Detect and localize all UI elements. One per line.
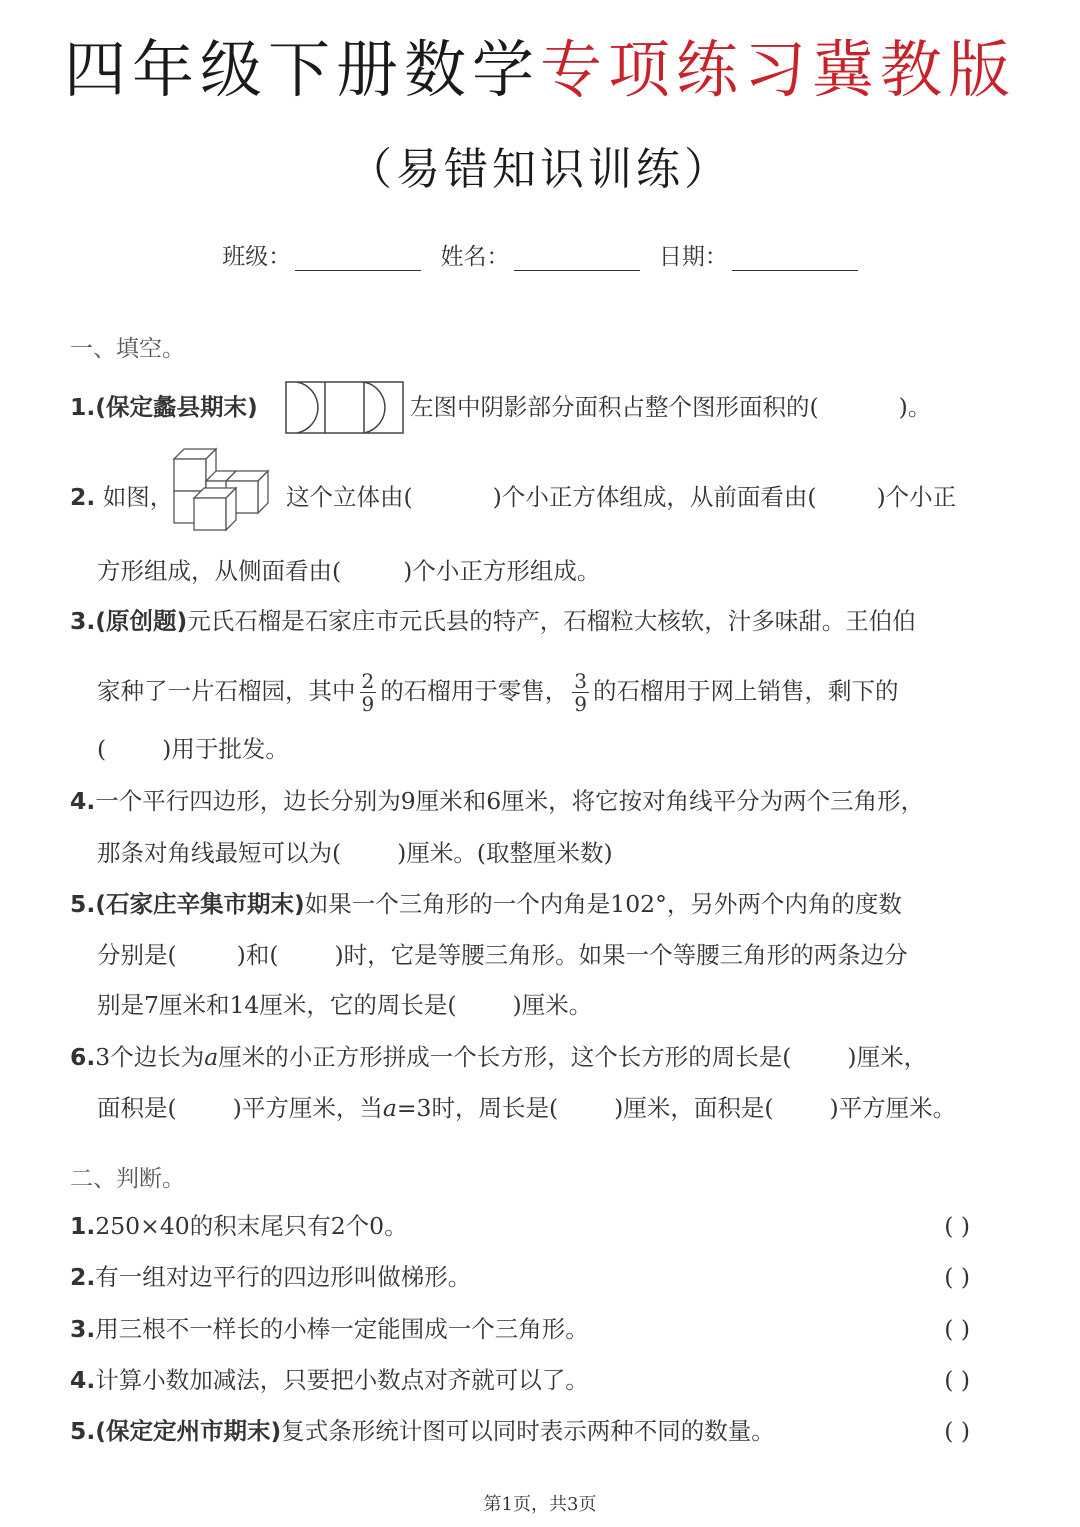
title-black: 四年级下册数学 (63, 33, 540, 106)
q3-line2 (97, 670, 898, 715)
question-3 (70, 606, 980, 636)
q6-var-a: a (204, 1043, 219, 1071)
class-field[interactable] (222, 238, 421, 271)
page-footer: 第1页，共3页 (483, 1494, 597, 1515)
q6-line2-d: )厘米，面积是( (614, 1094, 774, 1122)
q6-line1-c: )厘米， (847, 1043, 928, 1071)
date-blank[interactable] (732, 244, 858, 271)
q6-line1-b: 厘米的小正方形拼成一个长方形，这个长方形的周长是( (218, 1043, 792, 1071)
q2-line1-a: 这个立体由( (286, 483, 413, 511)
judge-5-text: 复式条形统计图可以同时表示两种不同的数量。 (281, 1417, 775, 1445)
q6-line2 (97, 1093, 956, 1123)
name-label: 姓名： (440, 244, 510, 270)
name-blank[interactable] (514, 244, 640, 271)
q2-line2 (97, 556, 600, 586)
q4-number: 4. (70, 787, 96, 815)
q5-line2 (97, 940, 908, 970)
title-red: 专项练习冀教版 (540, 33, 1017, 106)
page-subtitle: （易错知识训练） (348, 144, 732, 195)
q4-line1: 一个平行四边形，边长分别为9厘米和6厘米，将它按对角线平分为两个三角形， (95, 787, 925, 815)
q5-line1: 如果一个三角形的一个内角是102°，另外两个内角的度数 (304, 890, 902, 918)
judge-5-number: 5. (70, 1417, 96, 1445)
q2-line1 (286, 482, 1006, 512)
q6-line2-a: 面积是( (97, 1094, 177, 1122)
judge-item-4 (70, 1365, 970, 1395)
q6-line2-b: )平方厘米，当 (232, 1094, 383, 1122)
q2-lead: 如图， (102, 483, 174, 511)
q2-line2-a: 方形组成，从侧面看由( (97, 557, 342, 585)
judge-2-number: 2. (70, 1263, 96, 1291)
q6-line2-e: )平方厘米。 (829, 1094, 957, 1122)
q3-line2-c: 的石榴用于网上销售，剩下的 (592, 677, 899, 705)
judge-3-answer[interactable]: ( ) (944, 1315, 970, 1343)
q4-line2-a: 那条对角线最短可以为( (97, 839, 342, 867)
date-label: 日期： (658, 244, 728, 270)
judge-3-number: 3. (70, 1315, 96, 1343)
question-5 (70, 889, 980, 919)
cube-solid-figure (170, 446, 280, 532)
judge-2-text: 有一组对边平行的四边形叫做梯形。 (95, 1263, 472, 1291)
judge-item-5 (70, 1416, 970, 1446)
q3-line3 (97, 734, 289, 764)
fraction-2-9 (360, 670, 377, 715)
judge-1-number: 1. (70, 1212, 96, 1240)
q5-line3-a: 别是7厘米和14厘米，它的周长是( (97, 991, 457, 1019)
q1-text (410, 392, 1010, 422)
judge-4-text: 计算小数加减法，只要把小数点对齐就可以了。 (95, 1366, 589, 1394)
fraction-denominator: 9 (361, 692, 375, 716)
q4-line2-b: )厘米。(取整厘米数) (397, 839, 613, 867)
q5-line2-a: 分别是( (97, 941, 177, 969)
q3-line1: 元氏石榴是石家庄市元氏县的特产，石榴粒大核软，汁多味甜。王伯伯 (187, 607, 916, 635)
q3-line3-a: ( (97, 735, 107, 763)
q1-source: (保定蠡县期末) (95, 393, 258, 421)
fraction-denominator: 9 (574, 692, 587, 716)
q5-number: 5. (70, 890, 96, 918)
judge-1-answer[interactable]: ( ) (944, 1212, 970, 1240)
section2-heading: 二、判断。 (70, 1166, 185, 1192)
judge-item-1 (70, 1211, 970, 1241)
q6-line2-c: =3时，周长是( (396, 1094, 559, 1122)
q6-line1-a: 3个边长为 (95, 1043, 205, 1071)
fraction-3-9 (572, 670, 589, 715)
q2-number: 2. (70, 483, 96, 511)
page-title (0, 30, 1080, 110)
shaded-rectangle-figure (285, 381, 405, 435)
q3-source: (原创题) (95, 607, 188, 635)
judge-item-3 (70, 1314, 970, 1344)
class-label: 班级： (222, 244, 292, 270)
section1-heading: 一、填空。 (70, 336, 185, 362)
fraction-numerator: 3 (574, 669, 587, 693)
judge-4-number: 4. (70, 1366, 96, 1394)
question-4 (70, 786, 980, 816)
q2-line1-c: )个小正 (876, 483, 957, 511)
question-6 (70, 1042, 980, 1072)
q2-line2-b: )个小正方形组成。 (403, 557, 601, 585)
q1-text-a: 左图中阴影部分面积占整个图形面积的( (410, 393, 819, 421)
q2-line1-b: )个小正方体组成，从前面看由( (492, 483, 817, 511)
q3-number: 3. (70, 607, 96, 635)
class-blank[interactable] (295, 244, 421, 271)
judge-3-text: 用三根不一样长的小棒一定能围成一个三角形。 (95, 1315, 589, 1343)
q1-number: 1. (70, 393, 96, 421)
q5-line3 (97, 990, 592, 1020)
fraction-numerator: 2 (361, 669, 375, 693)
judge-2-answer[interactable]: ( ) (944, 1263, 970, 1291)
q1-text-b: )。 (898, 393, 932, 421)
judge-1-text: 250×40的积末尾只有2个0。 (95, 1212, 408, 1240)
q5-line3-b: )厘米。 (512, 991, 593, 1019)
q5-line2-b: )和( (236, 941, 279, 969)
judge-5-source: (保定定州市期末) (95, 1417, 282, 1445)
q3-line2-b: 的石榴用于零售， (380, 677, 569, 705)
q4-line2 (97, 838, 613, 868)
name-field[interactable] (441, 238, 640, 271)
q6-var-a-2: a (382, 1094, 397, 1122)
judge-4-answer[interactable]: ( ) (944, 1366, 970, 1394)
date-field[interactable] (659, 238, 858, 271)
q5-source: (石家庄辛集市期末) (95, 890, 305, 918)
judge-item-2 (70, 1262, 970, 1292)
q6-number: 6. (70, 1043, 96, 1071)
judge-5-answer[interactable]: ( ) (944, 1417, 970, 1445)
q3-line2-a: 家种了一片石榴园，其中 (97, 677, 356, 705)
q5-line2-c: )时，它是等腰三角形。如果一个等腰三角形的两条边分 (334, 941, 908, 969)
student-info (0, 238, 1080, 271)
q3-line3-b: )用于批发。 (162, 735, 289, 763)
